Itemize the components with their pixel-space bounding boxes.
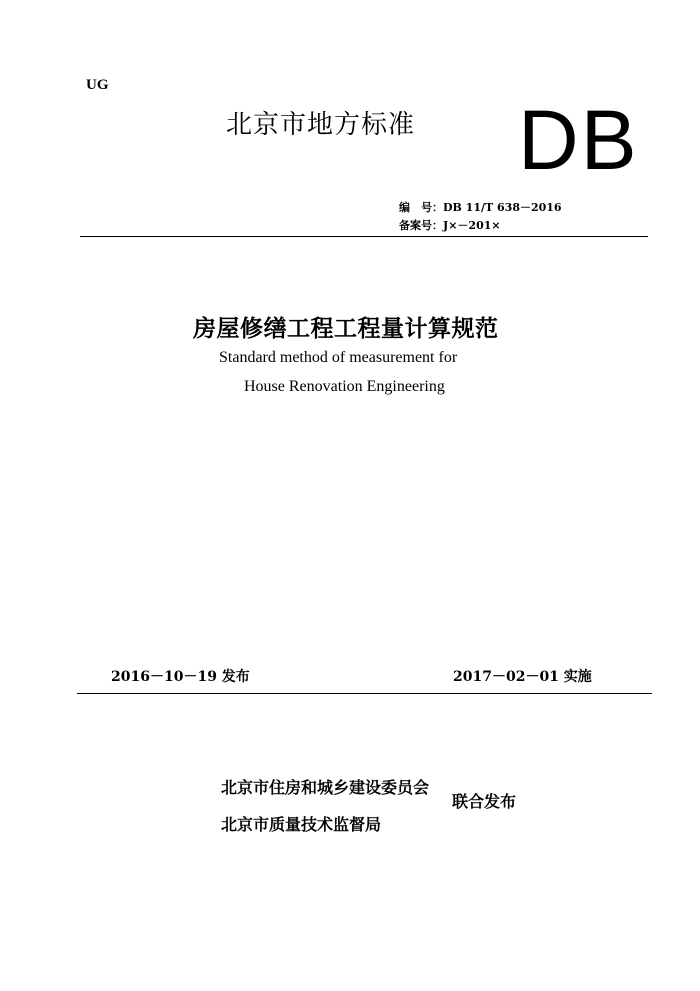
joint-issue-label: 联合发布 bbox=[452, 792, 517, 811]
standard-number bbox=[399, 199, 562, 215]
record-number-value: J×－201× bbox=[443, 219, 501, 232]
issuer-quality-bureau: 北京市质量技术监督局 bbox=[221, 815, 382, 834]
issue-date: 2016－10－19 发布 bbox=[111, 669, 250, 685]
record-number-label: 备案号： bbox=[399, 219, 443, 232]
record-number bbox=[399, 217, 501, 233]
db-logo: DB bbox=[518, 93, 639, 187]
document-title-chinese: 房屋修缮工程工程量计算规范 bbox=[193, 316, 499, 342]
implementation-date: 2017－02－01 实施 bbox=[453, 669, 592, 685]
top-divider bbox=[80, 236, 648, 237]
document-title-english-line1: Standard method of measurement for bbox=[219, 349, 458, 366]
classification-code: UG bbox=[86, 77, 109, 93]
document-title-english-line2: House Renovation Engineering bbox=[244, 378, 445, 395]
issuer-housing-commission: 北京市住房和城乡建设委员会 bbox=[221, 778, 430, 797]
standard-number-label: 编 号： bbox=[399, 201, 443, 214]
date-divider bbox=[77, 693, 652, 694]
standard-number-value: DB 11/T 638－2016 bbox=[443, 201, 562, 214]
standard-type-heading: 北京市地方标准 bbox=[226, 110, 416, 140]
